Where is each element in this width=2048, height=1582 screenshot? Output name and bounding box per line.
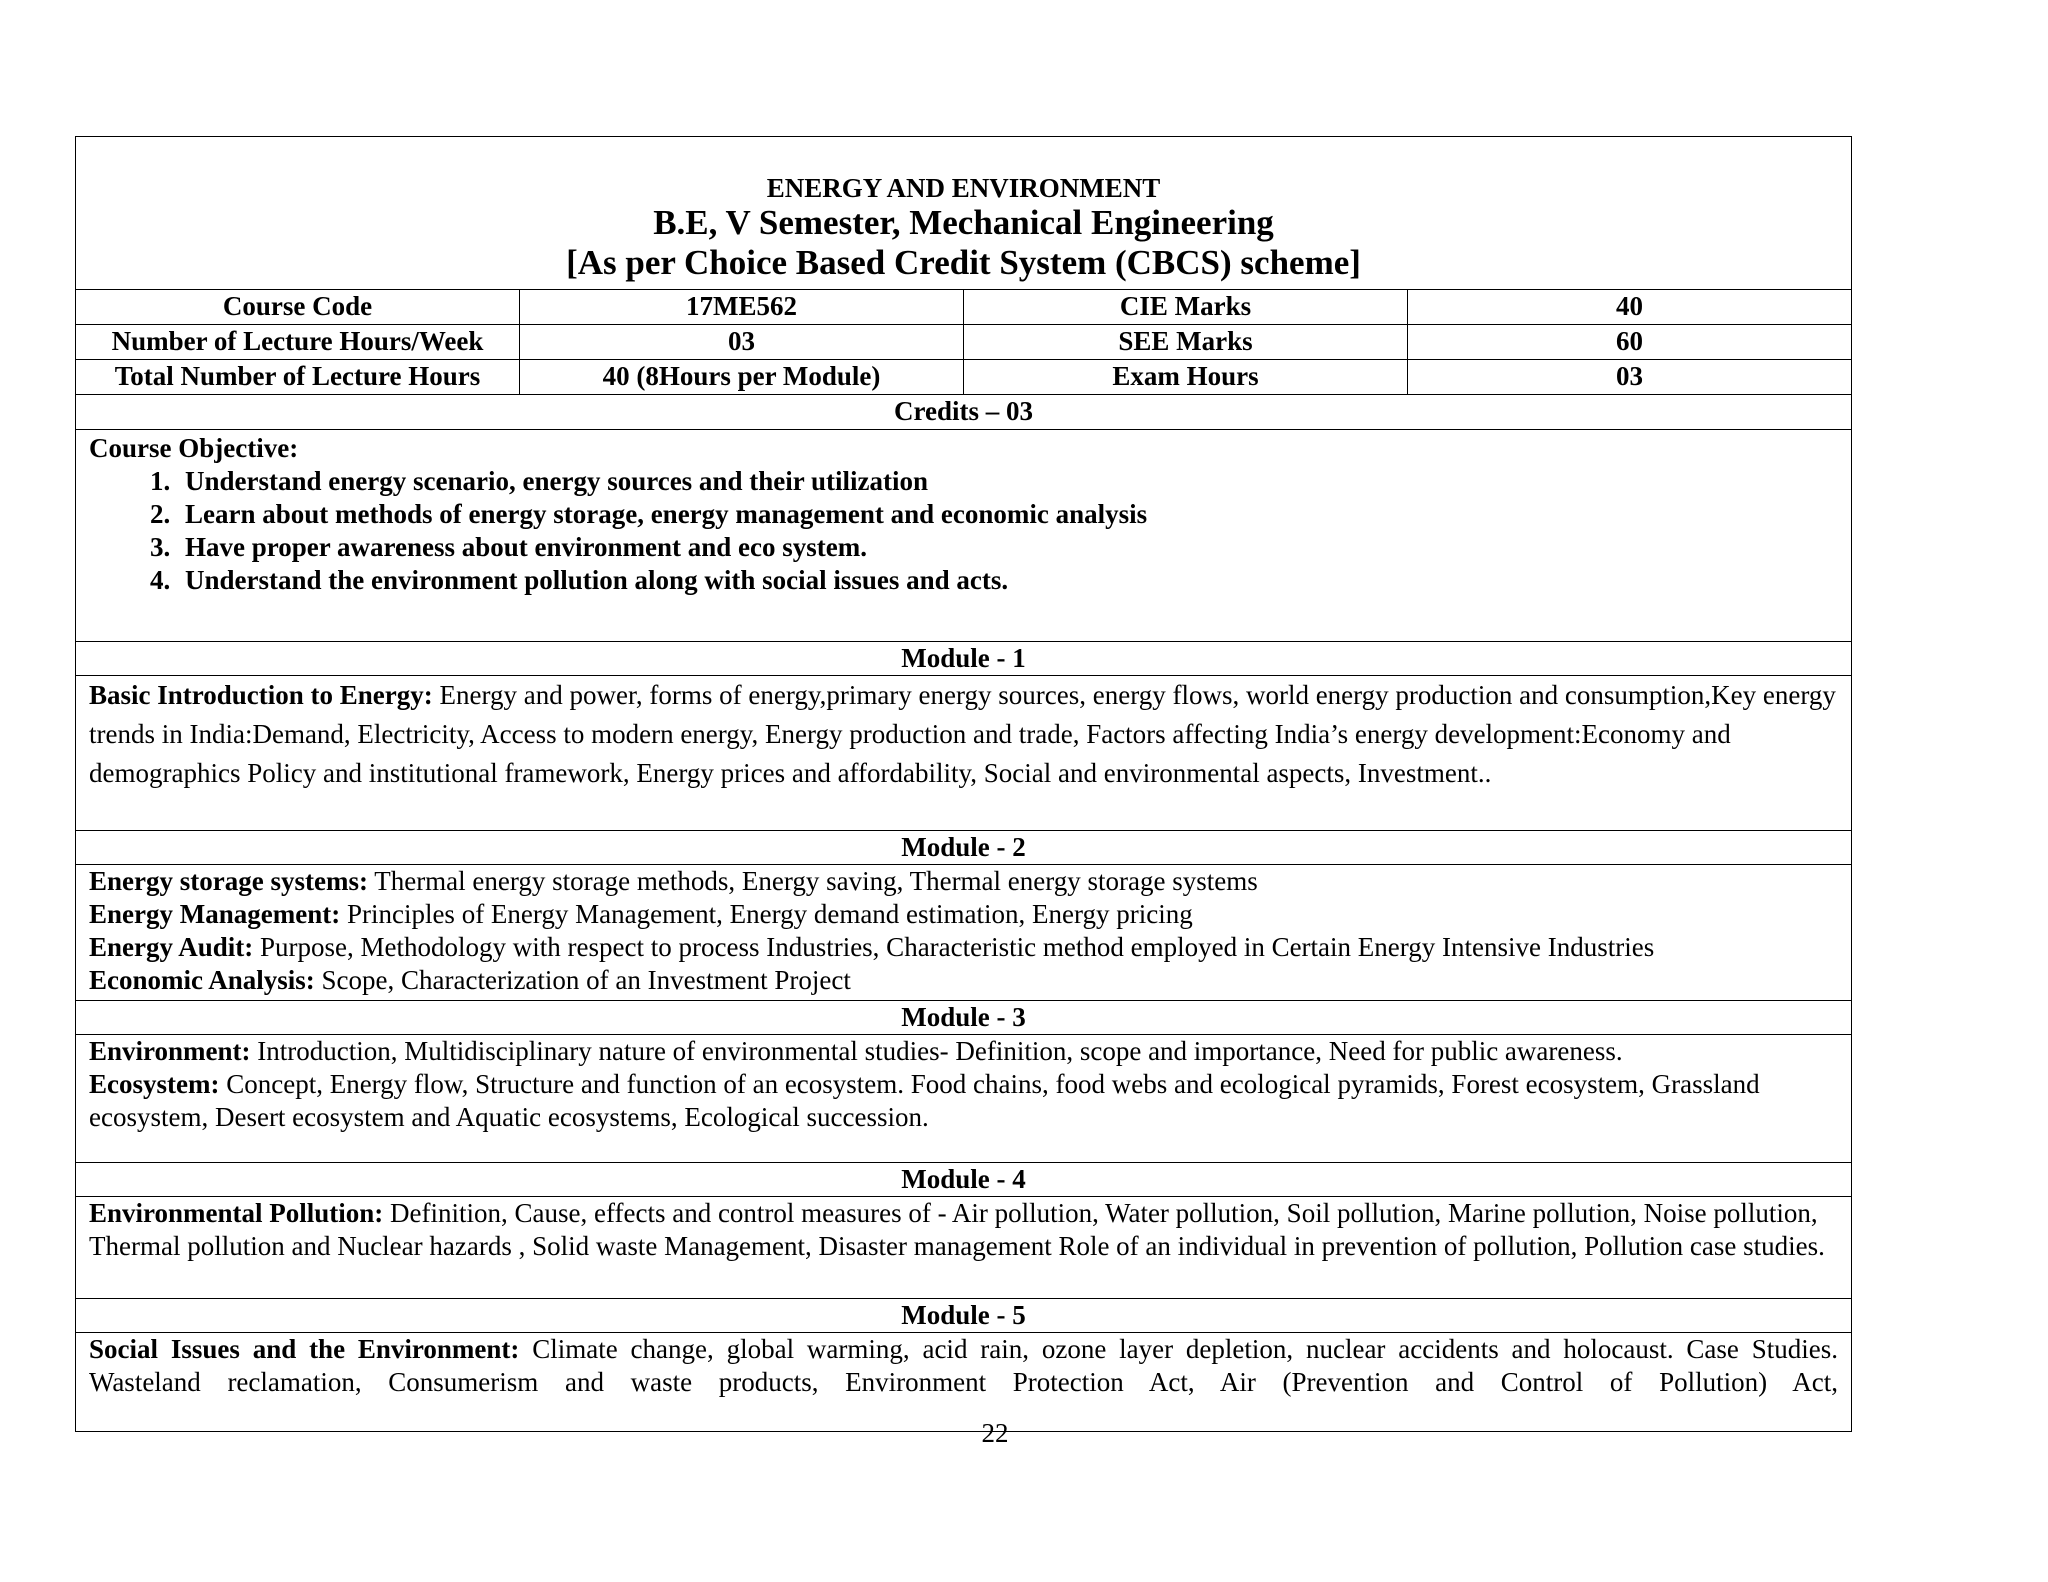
module-paragraph: [89, 931, 1838, 964]
info-value: 03: [519, 325, 963, 359]
topic-text: Concept, Energy flow, Structure and function of an ecosystem. Food chains, food webs and ecological pyramids, Forest ecosystem, Grassland ecosystem, Desert ecosystem and Aquatic ecosystems, Ecological succession.: [89, 1069, 1760, 1132]
topic-text: Thermal energy storage methods, Energy saving, Thermal energy storage systems: [367, 866, 1258, 896]
info-label: SEE Marks: [963, 325, 1407, 359]
module-1-content: [76, 675, 1851, 830]
info-value: 40: [1407, 290, 1851, 324]
info-row-total-lecture-hours: [76, 359, 1851, 394]
topic-heading: Environmental Pollution:: [89, 1198, 384, 1228]
module-paragraph: [89, 1035, 1838, 1068]
topic-text: Introduction, Multidisciplinary nature of environmental studies- Definition, scope and importance, Need for public awareness.: [250, 1036, 1623, 1066]
objective-item: 4. Understand the environment pollution along with social issues and acts.: [177, 564, 1838, 597]
objective-item: 2. Learn about methods of energy storage, energy management and economic analysis: [177, 498, 1838, 531]
module-4-content: [76, 1196, 1851, 1298]
topic-heading: Social Issues and the Environment:: [89, 1334, 520, 1364]
topic-heading: Energy storage systems:: [89, 866, 368, 896]
credits: Credits – 03: [76, 394, 1851, 429]
info-value: 60: [1407, 325, 1851, 359]
topic-text: Energy and power, forms of energy,primary energy sources, energy flows, world energy production and consumption,Key energy trends in India:Demand, Electricity, Access to modern energy, Energy production and trade, Factors affecting India’s energy development:Economy and demographics Policy and institutional framework, Energy prices and affordability, Social and environmental aspects, Investment..: [89, 680, 1836, 788]
course-objective: [76, 429, 1851, 641]
objective-list: [89, 465, 1838, 597]
module-5-content: [76, 1332, 1851, 1431]
topic-text: Definition, Cause, effects and control measures of - Air pollution, Water pollution, Soil pollution, Marine pollution, Noise pollution, Thermal pollution and Nuclear hazards , Solid waste Management, Disaster management Role of an individual in prevention of pollution, Pollution case studies.: [89, 1198, 1825, 1261]
info-row-course-code: [76, 289, 1851, 324]
objective-item: 3. Have proper awareness about environment and eco system.: [177, 531, 1838, 564]
topic-heading: Energy Audit:: [89, 932, 254, 962]
info-value: 03: [1407, 360, 1851, 394]
objective-item: 1. Understand energy scenario, energy sources and their utilization: [177, 465, 1838, 498]
module-4-title: Module - 4: [76, 1162, 1851, 1196]
module-3-content: [76, 1034, 1851, 1162]
module-2-title: Module - 2: [76, 830, 1851, 864]
module-paragraph: [89, 964, 1838, 997]
objective-title: Course Objective:: [89, 433, 299, 463]
course-scheme: [As per Choice Based Credit System (CBCS) scheme]: [566, 243, 1361, 282]
module-3-title: Module - 3: [76, 1000, 1851, 1034]
page-number: 22: [981, 1418, 1009, 1448]
module-paragraph: [89, 1068, 1838, 1134]
module-paragraph: [89, 865, 1838, 898]
info-label: Total Number of Lecture Hours: [114, 361, 481, 391]
info-label: Number of Lecture Hours/Week: [111, 326, 484, 356]
module-5-title: Module - 5: [76, 1298, 1851, 1332]
module-paragraph: [89, 1197, 1838, 1263]
info-label: Course Code: [222, 291, 373, 321]
course-header: [76, 137, 1851, 289]
info-row-lecture-hours-week: [76, 324, 1851, 359]
module-paragraph: [89, 1333, 1838, 1399]
topic-text: Purpose, Methodology with respect to process Industries, Characteristic method employed in Certain Energy Intensive Industries: [253, 932, 1655, 962]
syllabus-table: [75, 136, 1852, 1432]
module-paragraph: [89, 898, 1838, 931]
module-paragraph: [89, 676, 1838, 793]
topic-heading: Economic Analysis:: [89, 965, 315, 995]
course-title: ENERGY AND ENVIRONMENT: [766, 173, 1161, 203]
topic-text: Climate change, global warming, acid rain, ozone layer depletion, nuclear accidents and holocaust. Case Studies. Wasteland reclamation, Consumerism and waste products, Environment Protection Act, Air (Prevention and Control of Pollution) Act,: [89, 1334, 1838, 1397]
topic-text: Scope, Characterization of an Investment Project: [314, 965, 851, 995]
info-label: CIE Marks: [963, 290, 1407, 324]
topic-heading: Basic Introduction to Energy:: [89, 680, 433, 710]
info-label: Exam Hours: [963, 360, 1407, 394]
info-value: 40 (8Hours per Module): [519, 360, 963, 394]
info-value: 17ME562: [519, 290, 963, 324]
topic-text: Principles of Energy Management, Energy demand estimation, Energy pricing: [340, 899, 1193, 929]
course-subtitle: B.E, V Semester, Mechanical Engineering: [653, 203, 1274, 242]
module-1-title: Module - 1: [76, 641, 1851, 675]
topic-heading: Energy Management:: [89, 899, 341, 929]
topic-heading: Ecosystem:: [89, 1069, 220, 1099]
module-2-content: [76, 864, 1851, 1000]
topic-heading: Environment:: [89, 1036, 251, 1066]
